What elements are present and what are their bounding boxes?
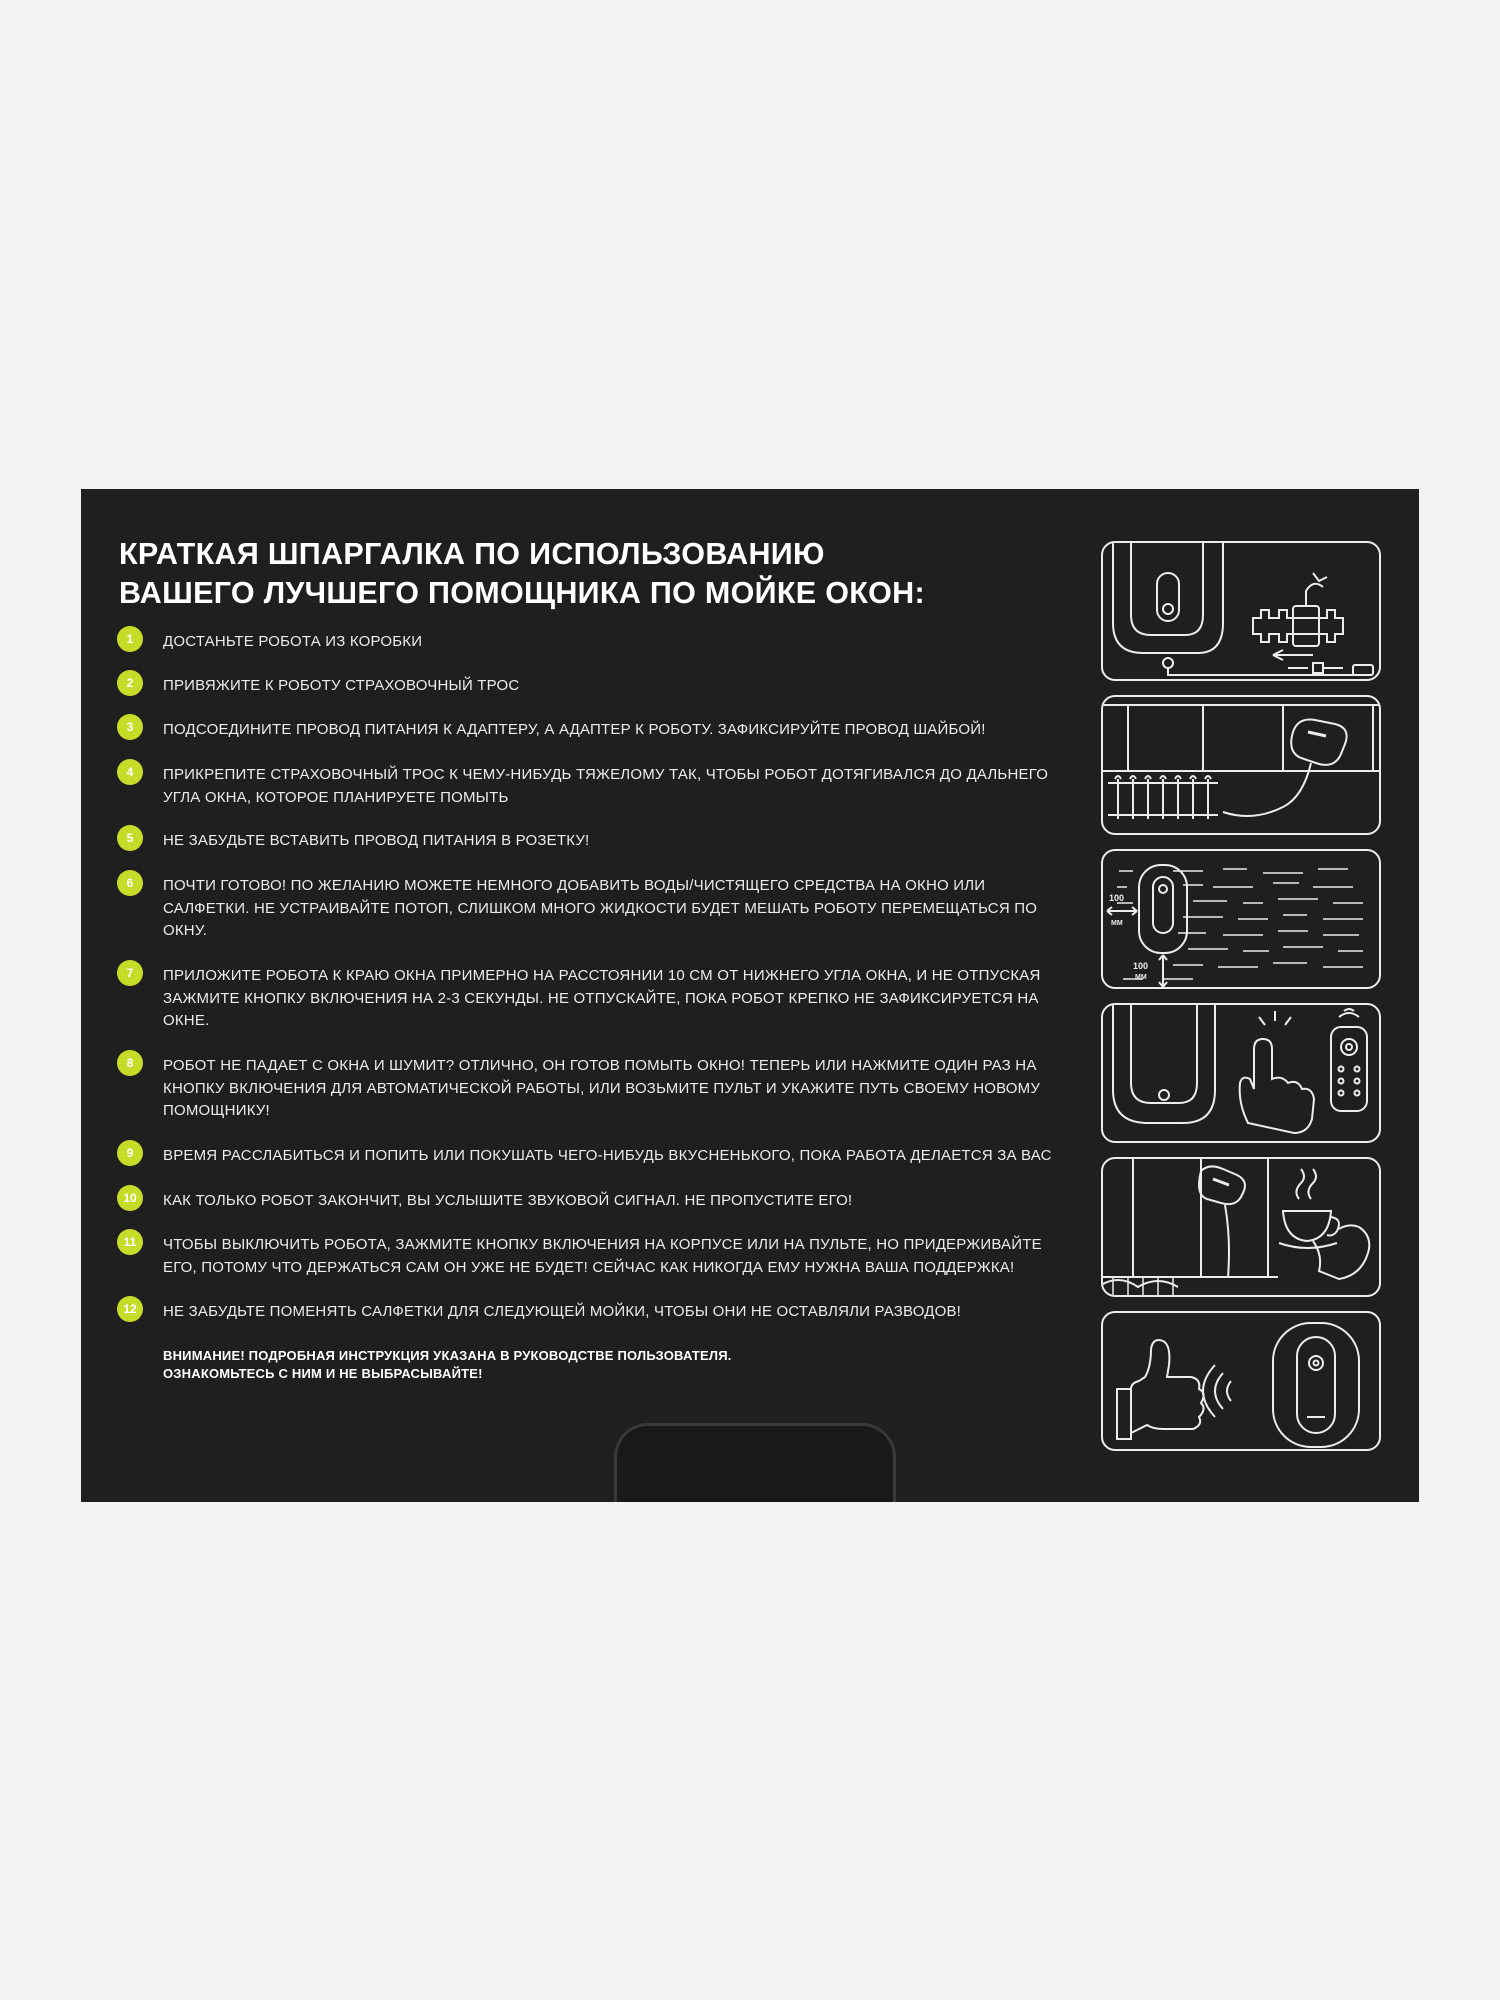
distance-bottom-unit: ММ <box>1135 974 1147 981</box>
step-item <box>117 675 1073 698</box>
panel-finished-signal <box>1101 1311 1381 1451</box>
step-text: ПРИКРЕПИТЕ СТРАХОВОЧНЫЙ ТРОС К ЧЕМУ-НИБУДЬ ТЯЖЕЛОМУ ТАК, ЧТОБЫ РОБОТ ДОТЯГИВАЛСЯ ДО ДАЛЬНЕГО УГЛА ОКНА, КОТОРОЕ ПЛАНИРУЕТЕ ПОМЫТЬ <box>163 766 1049 806</box>
step-item <box>117 631 1073 654</box>
title-line-2: ВАШЕГО ЛУЧШЕГО ПОМОЩНИКА ПО МОЙКЕ ОКОН: <box>119 576 925 610</box>
panel-start-remote <box>1101 1003 1381 1143</box>
step-text: ВРЕМЯ РАССЛАБИТЬСЯ И ПОПИТЬ ИЛИ ПОКУШАТЬ ЧЕГО-НИБУДЬ ВКУСНЕНЬКОГО, ПОКА РАБОТА ДЕЛАЕТСЯ ЗА ВАС <box>163 1147 1052 1164</box>
warning-note <box>163 1347 943 1383</box>
step-item <box>117 1190 1073 1213</box>
robot-side-icon <box>1113 1005 1215 1123</box>
step-number-badge: 7 <box>117 960 143 986</box>
step-text: ДОСТАНЬТЕ РОБОТА ИЗ КОРОБКИ <box>163 633 423 650</box>
step-text: НЕ ЗАБУДЬТЕ ВСТАВИТЬ ПРОВОД ПИТАНИЯ В РОЗЕТКУ! <box>163 832 590 849</box>
step-item <box>117 1055 1073 1123</box>
distance-side-unit: ММ <box>1111 920 1123 927</box>
step-text: КАК ТОЛЬКО РОБОТ ЗАКОНЧИТ, ВЫ УСЛЫШИТЕ ЗВУКОВОЙ СИГНАЛ. НЕ ПРОПУСТИТЕ ЕГО! <box>163 1192 853 1209</box>
step-item <box>117 965 1073 1033</box>
robot-icon <box>1113 543 1223 653</box>
step-item <box>117 875 1073 943</box>
hand-icon <box>1313 1225 1369 1279</box>
step-number-badge: 2 <box>117 670 143 696</box>
step-text: НЕ ЗАБУДЬТЕ ПОМЕНЯТЬ САЛФЕТКИ ДЛЯ СЛЕДУЮЩЕЙ МОЙКИ, ЧТОБЫ ОНИ НЕ ОСТАВЛЯЛИ РАЗВОДОВ! <box>163 1303 962 1320</box>
step-text: ЧТОБЫ ВЫКЛЮЧИТЬ РОБОТА, ЗАЖМИТЕ КНОПКУ ВКЛЮЧЕНИЯ НА КОРПУСЕ ИЛИ НА ПУЛЬТЕ, НО ПРИДЕРЖИВАЙТЕ ЕГО, ПОТОМУ ЧТО ДЕРЖАТЬСЯ САМ ОН УЖЕ НЕ БУДЕТ! СЕЙЧАС КАК НИКОГДА ЕМУ НУЖНА ВАША ПОДДЕРЖКА! <box>163 1236 1042 1276</box>
sound-waves-icon <box>1203 1365 1231 1417</box>
panel-relax-coffee <box>1101 1157 1381 1297</box>
step-item <box>117 830 1073 853</box>
step-number-badge: 12 <box>117 1296 143 1322</box>
step-text: ПРИВЯЖИТЕ К РОБОТУ СТРАХОВОЧНЫЙ ТРОС <box>163 677 520 694</box>
step-item <box>117 764 1073 809</box>
step-item <box>117 719 1073 742</box>
adapter-icon <box>1253 610 1343 642</box>
step-text: ПРИЛОЖИТЕ РОБОТА К КРАЮ ОКНА ПРИМЕРНО НА РАССТОЯНИИ 10 СМ ОТ НИЖНЕГО УГЛА ОКНА, И НЕ ОТПУСКАЯ ЗАЖМИТЕ КНОПКУ ВКЛЮЧЕНИЯ НА 2-3 СЕКУНДЫ. НЕ ОТПУСКАЙТЕ, ПОКА РОБОТ КРЕПКО НЕ ЗАФИКСИРУЕТСЯ НА ОКНЕ. <box>163 967 1041 1029</box>
step-text: ПОЧТИ ГОТОВО! ПО ЖЕЛАНИЮ МОЖЕТЕ НЕМНОГО ДОБАВИТЬ ВОДЫ/ЧИСТЯЩЕГО СРЕДСТВА НА ОКНО ИЛИ САЛФЕТКИ. НЕ УСТРАИВАЙТЕ ПОТОП, СЛИШКОМ МНОГО ЖИДКОСТИ БУДЕТ МЕШАТЬ РОБОТУ ПЕРЕМЕЩАТЬСЯ ПО ОКНУ. <box>163 877 1038 939</box>
step-number-badge: 10 <box>117 1185 143 1211</box>
cable-plug-icon <box>1163 658 1173 668</box>
step-number-badge: 4 <box>117 759 143 785</box>
beeping-robot-icon <box>1273 1323 1359 1447</box>
step-number-badge: 8 <box>117 1050 143 1076</box>
radiator-icon <box>1118 779 1208 819</box>
panel-placement-distance <box>1101 849 1381 989</box>
step-item <box>117 1301 1073 1324</box>
step-number-badge: 1 <box>117 626 143 652</box>
step-item <box>117 1145 1073 1168</box>
distance-side-label: 100 <box>1109 893 1125 903</box>
warning-line-2: ОЗНАКОМЬТЕСЬ С НИМ И НЕ ВЫБРАСЫВАЙТЕ! <box>163 1366 483 1381</box>
step-number-badge: 11 <box>117 1229 143 1255</box>
step-item <box>117 1234 1073 1279</box>
panel-power-adapter <box>1101 541 1381 681</box>
title-line-1: КРАТКАЯ ШПАРГАЛКА ПО ИСПОЛЬЗОВАНИЮ <box>119 537 825 571</box>
panel-window-tether <box>1101 695 1381 835</box>
distance-bottom-label: 100 <box>1133 961 1149 971</box>
instruction-card <box>81 489 1419 1502</box>
step-number-badge: 3 <box>117 714 143 740</box>
coffee-cup-icon <box>1283 1211 1331 1241</box>
window-robot-icon <box>1291 720 1346 765</box>
working-robot-icon <box>1199 1166 1245 1204</box>
pressing-hand-icon <box>1240 1039 1314 1133</box>
placed-robot-icon <box>1139 865 1187 953</box>
page-title <box>119 535 1019 613</box>
box-tab-cutout <box>614 1423 896 1502</box>
step-text: ПОДСОЕДИНИТЕ ПРОВОД ПИТАНИЯ К АДАПТЕРУ, А АДАПТЕР К РОБОТУ. ЗАФИКСИРУЙТЕ ПРОВОД ШАЙБОЙ! <box>163 721 986 738</box>
thumbs-up-icon <box>1131 1340 1204 1433</box>
warning-line-1: ВНИМАНИЕ! ПОДРОБНАЯ ИНСТРУКЦИЯ УКАЗАНА В РУКОВОДСТВЕ ПОЛЬЗОВАТЕЛЯ. <box>163 1348 732 1363</box>
step-number-badge: 9 <box>117 1140 143 1166</box>
step-text: РОБОТ НЕ ПАДАЕТ С ОКНА И ШУМИТ? ОТЛИЧНО, ОН ГОТОВ ПОМЫТЬ ОКНО! ТЕПЕРЬ ИЛИ НАЖМИТЕ ОДИН РАЗ НА КНОПКУ ВКЛЮЧЕНИЯ ДЛЯ АВТОМАТИЧЕСКОЙ РАБОТЫ, ИЛИ ВОЗЬМИТЕ ПУЛЬТ И УКАЖИТЕ ПУТЬ СВОЕМУ НОВОМУ ПОМОЩНИКУ! <box>163 1057 1041 1119</box>
step-number-badge: 5 <box>117 825 143 851</box>
step-number-badge: 6 <box>117 870 143 896</box>
